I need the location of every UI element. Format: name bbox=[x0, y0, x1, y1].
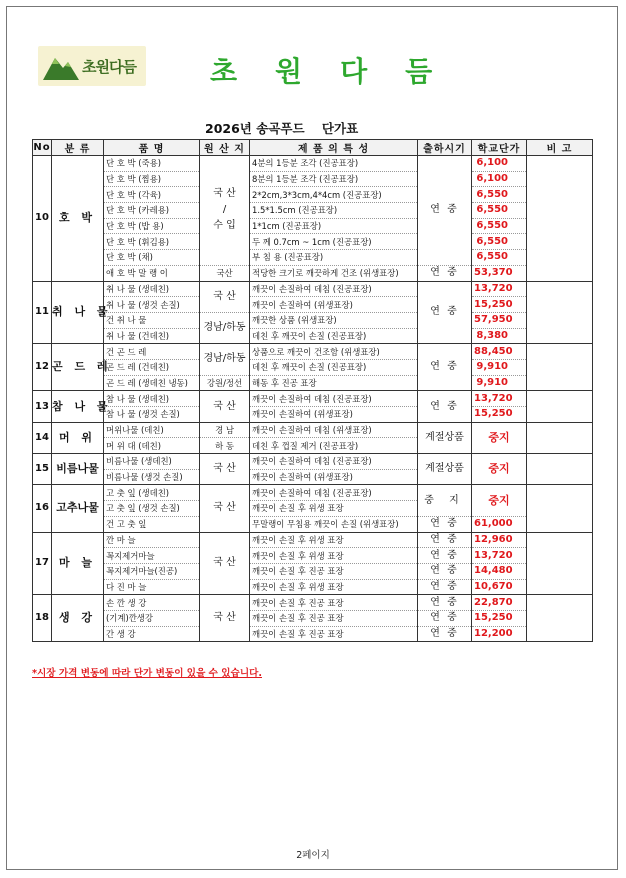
product-name: 단 호 박 (카레용) bbox=[104, 203, 200, 219]
group-no: 12 bbox=[33, 344, 52, 391]
product-desc: 깨끗이 손질 후 진공 표장 bbox=[250, 563, 418, 579]
table-row bbox=[33, 563, 593, 579]
product-name: 취 나 물 (생것 손질) bbox=[104, 297, 200, 313]
origin: 경남/하동 bbox=[200, 312, 250, 343]
price-change-note: *시장 가격 변동에 따라 단가 변동이 있을 수 있습니다. bbox=[32, 668, 262, 679]
price: 13,720 bbox=[472, 548, 527, 564]
product-desc: 데친 후 깨끗이 손질 (진공표장) bbox=[250, 359, 418, 375]
price: 15,250 bbox=[472, 407, 527, 423]
group-category: 고추나물 bbox=[52, 485, 104, 532]
group-no: 11 bbox=[33, 281, 52, 344]
price: 12,960 bbox=[472, 532, 527, 548]
page-number: 2페이지 bbox=[296, 850, 330, 861]
product-desc: 깨끗이 손질 후 위생 표장 bbox=[250, 548, 418, 564]
supply-period: 계절상품 bbox=[418, 422, 472, 453]
price: 10,670 bbox=[472, 579, 527, 595]
header-row bbox=[33, 140, 593, 156]
supply-period: 연 중 bbox=[418, 265, 472, 281]
table-row bbox=[33, 218, 593, 234]
table-row bbox=[33, 626, 593, 642]
product-name: 고 춧 잎 (생것 손질) bbox=[104, 501, 200, 517]
status: 중지 bbox=[472, 485, 527, 516]
group-category: 비름나물 bbox=[52, 454, 104, 485]
product-name: 고 춧 잎 (생데친) bbox=[104, 485, 200, 501]
product-desc: 데친 후 깨끗이 손질 (진공표장) bbox=[250, 328, 418, 344]
product-desc: 1*1cm (진공표장) bbox=[250, 218, 418, 234]
supply-period: 연 중 bbox=[418, 532, 472, 548]
remarks bbox=[527, 595, 593, 642]
group-category: 마 늘 bbox=[52, 532, 104, 595]
table-row bbox=[33, 265, 593, 281]
table-row bbox=[33, 297, 593, 313]
product-name: 단 호 박 (밥 용) bbox=[104, 218, 200, 234]
price: 6,550 bbox=[472, 187, 527, 203]
product-name: 머위나물 (데친) bbox=[104, 422, 200, 438]
origin: 하 동 bbox=[200, 438, 250, 454]
price: 57,950 bbox=[472, 312, 527, 328]
group-no: 15 bbox=[33, 454, 52, 485]
product-desc: 깨끗이 손질하여 데침 (위생표장) bbox=[250, 422, 418, 438]
product-desc: 깨끗이 손질 후 위생 표장 bbox=[250, 579, 418, 595]
product-desc: 해동 후 진공 표장 bbox=[250, 375, 418, 391]
table-row bbox=[33, 203, 593, 219]
brand-logo bbox=[38, 46, 146, 86]
table-row bbox=[33, 595, 593, 611]
product-name: 취 나 물 (생데친) bbox=[104, 281, 200, 297]
price: 15,250 bbox=[472, 297, 527, 313]
product-name: 단 호 박 (채) bbox=[104, 250, 200, 266]
product-desc: 깨끗이 손질 후 진공 표장 bbox=[250, 595, 418, 611]
group-category: 머 위 bbox=[52, 422, 104, 453]
origin: 국 산 bbox=[200, 485, 250, 532]
group-no: 17 bbox=[33, 532, 52, 595]
product-desc: 깨끗이 손질 후 진공 표장 bbox=[250, 626, 418, 642]
price-table bbox=[32, 139, 593, 642]
product-desc: 깨끗이 손질하여 (위생표장) bbox=[250, 407, 418, 423]
table-row bbox=[33, 234, 593, 250]
supply-period: 연 중 bbox=[418, 391, 472, 422]
header-product-name: 품 명 bbox=[104, 140, 200, 156]
product-desc: 깨끗이 손질하여 데침 (진공표장) bbox=[250, 485, 418, 501]
table-row bbox=[33, 375, 593, 391]
group-no: 13 bbox=[33, 391, 52, 422]
group-category: 취 나 물 bbox=[52, 281, 104, 344]
product-desc: 깨끗한 상품 (위생표장) bbox=[250, 312, 418, 328]
price: 13,720 bbox=[472, 281, 527, 297]
table-row bbox=[33, 516, 593, 532]
product-name: 꼭지제거마늘(진공) bbox=[104, 563, 200, 579]
supply-period: 연 중 bbox=[418, 626, 472, 642]
logo-text: 초원다듬 bbox=[82, 58, 136, 76]
price: 14,480 bbox=[472, 563, 527, 579]
group-category: 호 박 bbox=[52, 156, 104, 282]
remarks bbox=[527, 422, 593, 453]
table-row bbox=[33, 422, 593, 438]
origin: 국 산 bbox=[200, 532, 250, 595]
remarks bbox=[527, 156, 593, 282]
product-desc: 깨끗이 손질하여 (위생표장) bbox=[250, 297, 418, 313]
supply-period: 연 중 bbox=[418, 579, 472, 595]
product-name: 곤 드 레 (생데친 냉동) bbox=[104, 375, 200, 391]
price: 15,250 bbox=[472, 610, 527, 626]
group-category: 생 강 bbox=[52, 595, 104, 642]
table-row bbox=[33, 407, 593, 423]
product-name: 단 호 박 (각육) bbox=[104, 187, 200, 203]
product-name: 깐 마 늘 bbox=[104, 532, 200, 548]
group-no: 18 bbox=[33, 595, 52, 642]
table-row bbox=[33, 391, 593, 407]
product-name: (기계)깐생강 bbox=[104, 610, 200, 626]
product-name: 비름나물 (생것 손질) bbox=[104, 469, 200, 485]
price: 53,370 bbox=[472, 265, 527, 281]
supply-period: 연 중 bbox=[418, 281, 472, 344]
supply-period: 연 중 bbox=[418, 156, 472, 266]
product-name: 참 나 물 (생데친) bbox=[104, 391, 200, 407]
price: 6,550 bbox=[472, 250, 527, 266]
price: 6,550 bbox=[472, 203, 527, 219]
price: 6,100 bbox=[472, 156, 527, 172]
table-row bbox=[33, 579, 593, 595]
table-row bbox=[33, 187, 593, 203]
price: 9,910 bbox=[472, 359, 527, 375]
product-desc: 1.5*1.5cm (진공표장) bbox=[250, 203, 418, 219]
product-name: 머 위 대 (데친) bbox=[104, 438, 200, 454]
status: 중지 bbox=[472, 422, 527, 453]
product-name: 비름나물 (생데친) bbox=[104, 454, 200, 470]
price: 88,450 bbox=[472, 344, 527, 360]
product-name: 단 호 박 (휘김용) bbox=[104, 234, 200, 250]
origin: 국산 bbox=[200, 265, 250, 281]
product-desc: 적당한 크기로 깨끗하게 건조 (위생표장) bbox=[250, 265, 418, 281]
mountain-logo-icon bbox=[41, 50, 81, 82]
supply-period: 계절상품 bbox=[418, 454, 472, 485]
table-row bbox=[33, 156, 593, 172]
product-name: 취 나 물 (건데친) bbox=[104, 328, 200, 344]
price: 6,100 bbox=[472, 171, 527, 187]
supply-period: 연 중 bbox=[418, 595, 472, 611]
product-desc: 깨끗이 손질하여 데침 (진공표장) bbox=[250, 281, 418, 297]
origin: 경남/하동 bbox=[200, 344, 250, 375]
brand-name: 초원다듬 bbox=[210, 55, 471, 88]
product-desc: 두 께 0.7cm ~ 1cm (진공표장) bbox=[250, 234, 418, 250]
product-desc: 깨끗이 손질하여 데침 (진공표장) bbox=[250, 454, 418, 470]
table-row bbox=[33, 359, 593, 375]
product-desc: 깨끗이 손질하여 (위생표장) bbox=[250, 469, 418, 485]
table-row bbox=[33, 171, 593, 187]
product-desc: 데친 후 껍질 제거 (진공표장) bbox=[250, 438, 418, 454]
product-desc: 부 침 용 (진공표장) bbox=[250, 250, 418, 266]
supply-period: 연 중 bbox=[418, 563, 472, 579]
header-origin: 원 산 지 bbox=[200, 140, 250, 156]
product-name: 건 고 춧 잎 bbox=[104, 516, 200, 532]
product-name: 건 곤 드 레 bbox=[104, 344, 200, 360]
origin: 국 산 / 수 입 bbox=[200, 156, 250, 266]
table-row bbox=[33, 250, 593, 266]
table-row bbox=[33, 281, 593, 297]
group-no: 14 bbox=[33, 422, 52, 453]
price: 6,550 bbox=[472, 234, 527, 250]
document-title: 2026년 송곡푸드 단가표 bbox=[205, 121, 359, 136]
price: 9,910 bbox=[472, 375, 527, 391]
product-name: 꼭지제거마늘 bbox=[104, 548, 200, 564]
header-supply-period: 출하시기 bbox=[418, 140, 472, 156]
supply-period: 연 중 bbox=[418, 548, 472, 564]
table-row bbox=[33, 610, 593, 626]
supply-period: 연 중 bbox=[418, 344, 472, 391]
product-name: 단 호 박 (죽용) bbox=[104, 156, 200, 172]
header-description: 제 품 의 특 성 bbox=[250, 140, 418, 156]
price: 6,550 bbox=[472, 218, 527, 234]
price: 61,000 bbox=[472, 516, 527, 532]
origin: 국 산 bbox=[200, 595, 250, 642]
group-category: 곤 드 레 bbox=[52, 344, 104, 391]
origin: 강원/정선 bbox=[200, 375, 250, 391]
remarks bbox=[527, 485, 593, 532]
group-category: 참 나 물 bbox=[52, 391, 104, 422]
product-desc: 2*2cm,3*3cm,4*4cm (진공표장) bbox=[250, 187, 418, 203]
header-category: 분 류 bbox=[52, 140, 104, 156]
product-name: 참 나 물 (생것 손질) bbox=[104, 407, 200, 423]
table-row bbox=[33, 548, 593, 564]
product-name: 간 생 강 bbox=[104, 626, 200, 642]
product-name: 손 깐 생 강 bbox=[104, 595, 200, 611]
remarks bbox=[527, 281, 593, 344]
product-desc: 깨끗이 손질하여 데침 (진공표장) bbox=[250, 391, 418, 407]
product-desc: 4분의 1등분 조각 (진공표장) bbox=[250, 156, 418, 172]
header-remarks: 비 고 bbox=[527, 140, 593, 156]
origin: 국 산 bbox=[200, 281, 250, 312]
status: 중지 bbox=[472, 454, 527, 485]
table-row bbox=[33, 312, 593, 328]
table-row bbox=[33, 328, 593, 344]
remarks bbox=[527, 344, 593, 391]
product-desc: 무말랭이 무침용 깨끗이 손질 (위생표장) bbox=[250, 516, 418, 532]
table-row bbox=[33, 454, 593, 470]
product-name: 애 호 박 말 랭 이 bbox=[104, 265, 200, 281]
product-desc: 깨끗이 손질 후 위생 표장 bbox=[250, 501, 418, 517]
product-desc: 깨끗이 손질 후 진공 표장 bbox=[250, 610, 418, 626]
header-school-price: 학교단가 bbox=[472, 140, 527, 156]
product-name: 건 취 나 물 bbox=[104, 312, 200, 328]
price: 12,200 bbox=[472, 626, 527, 642]
remarks bbox=[527, 391, 593, 422]
group-no: 16 bbox=[33, 485, 52, 532]
product-name: 단 호 박 (찜용) bbox=[104, 171, 200, 187]
product-desc: 깨끗이 손질 후 위생 표장 bbox=[250, 532, 418, 548]
product-desc: 8분의 1등분 조각 (진공표장) bbox=[250, 171, 418, 187]
remarks bbox=[527, 532, 593, 595]
header-no: No bbox=[33, 140, 52, 156]
table-row bbox=[33, 344, 593, 360]
supply-period: 연 중 bbox=[418, 610, 472, 626]
supply-period: 연 중 bbox=[418, 516, 472, 532]
product-desc: 상품으로 깨끗이 건조함 (위생표장) bbox=[250, 344, 418, 360]
price: 8,380 bbox=[472, 328, 527, 344]
supply-period: 중 지 bbox=[418, 485, 472, 516]
origin: 국 산 bbox=[200, 391, 250, 422]
origin: 국 산 bbox=[200, 454, 250, 485]
product-name: 다 진 마 늘 bbox=[104, 579, 200, 595]
product-name: 곤 드 레 (건데친) bbox=[104, 359, 200, 375]
price: 22,870 bbox=[472, 595, 527, 611]
group-no: 10 bbox=[33, 156, 52, 282]
table-row bbox=[33, 532, 593, 548]
table-row bbox=[33, 485, 593, 501]
origin: 경 남 bbox=[200, 422, 250, 438]
remarks bbox=[527, 454, 593, 485]
price: 13,720 bbox=[472, 391, 527, 407]
